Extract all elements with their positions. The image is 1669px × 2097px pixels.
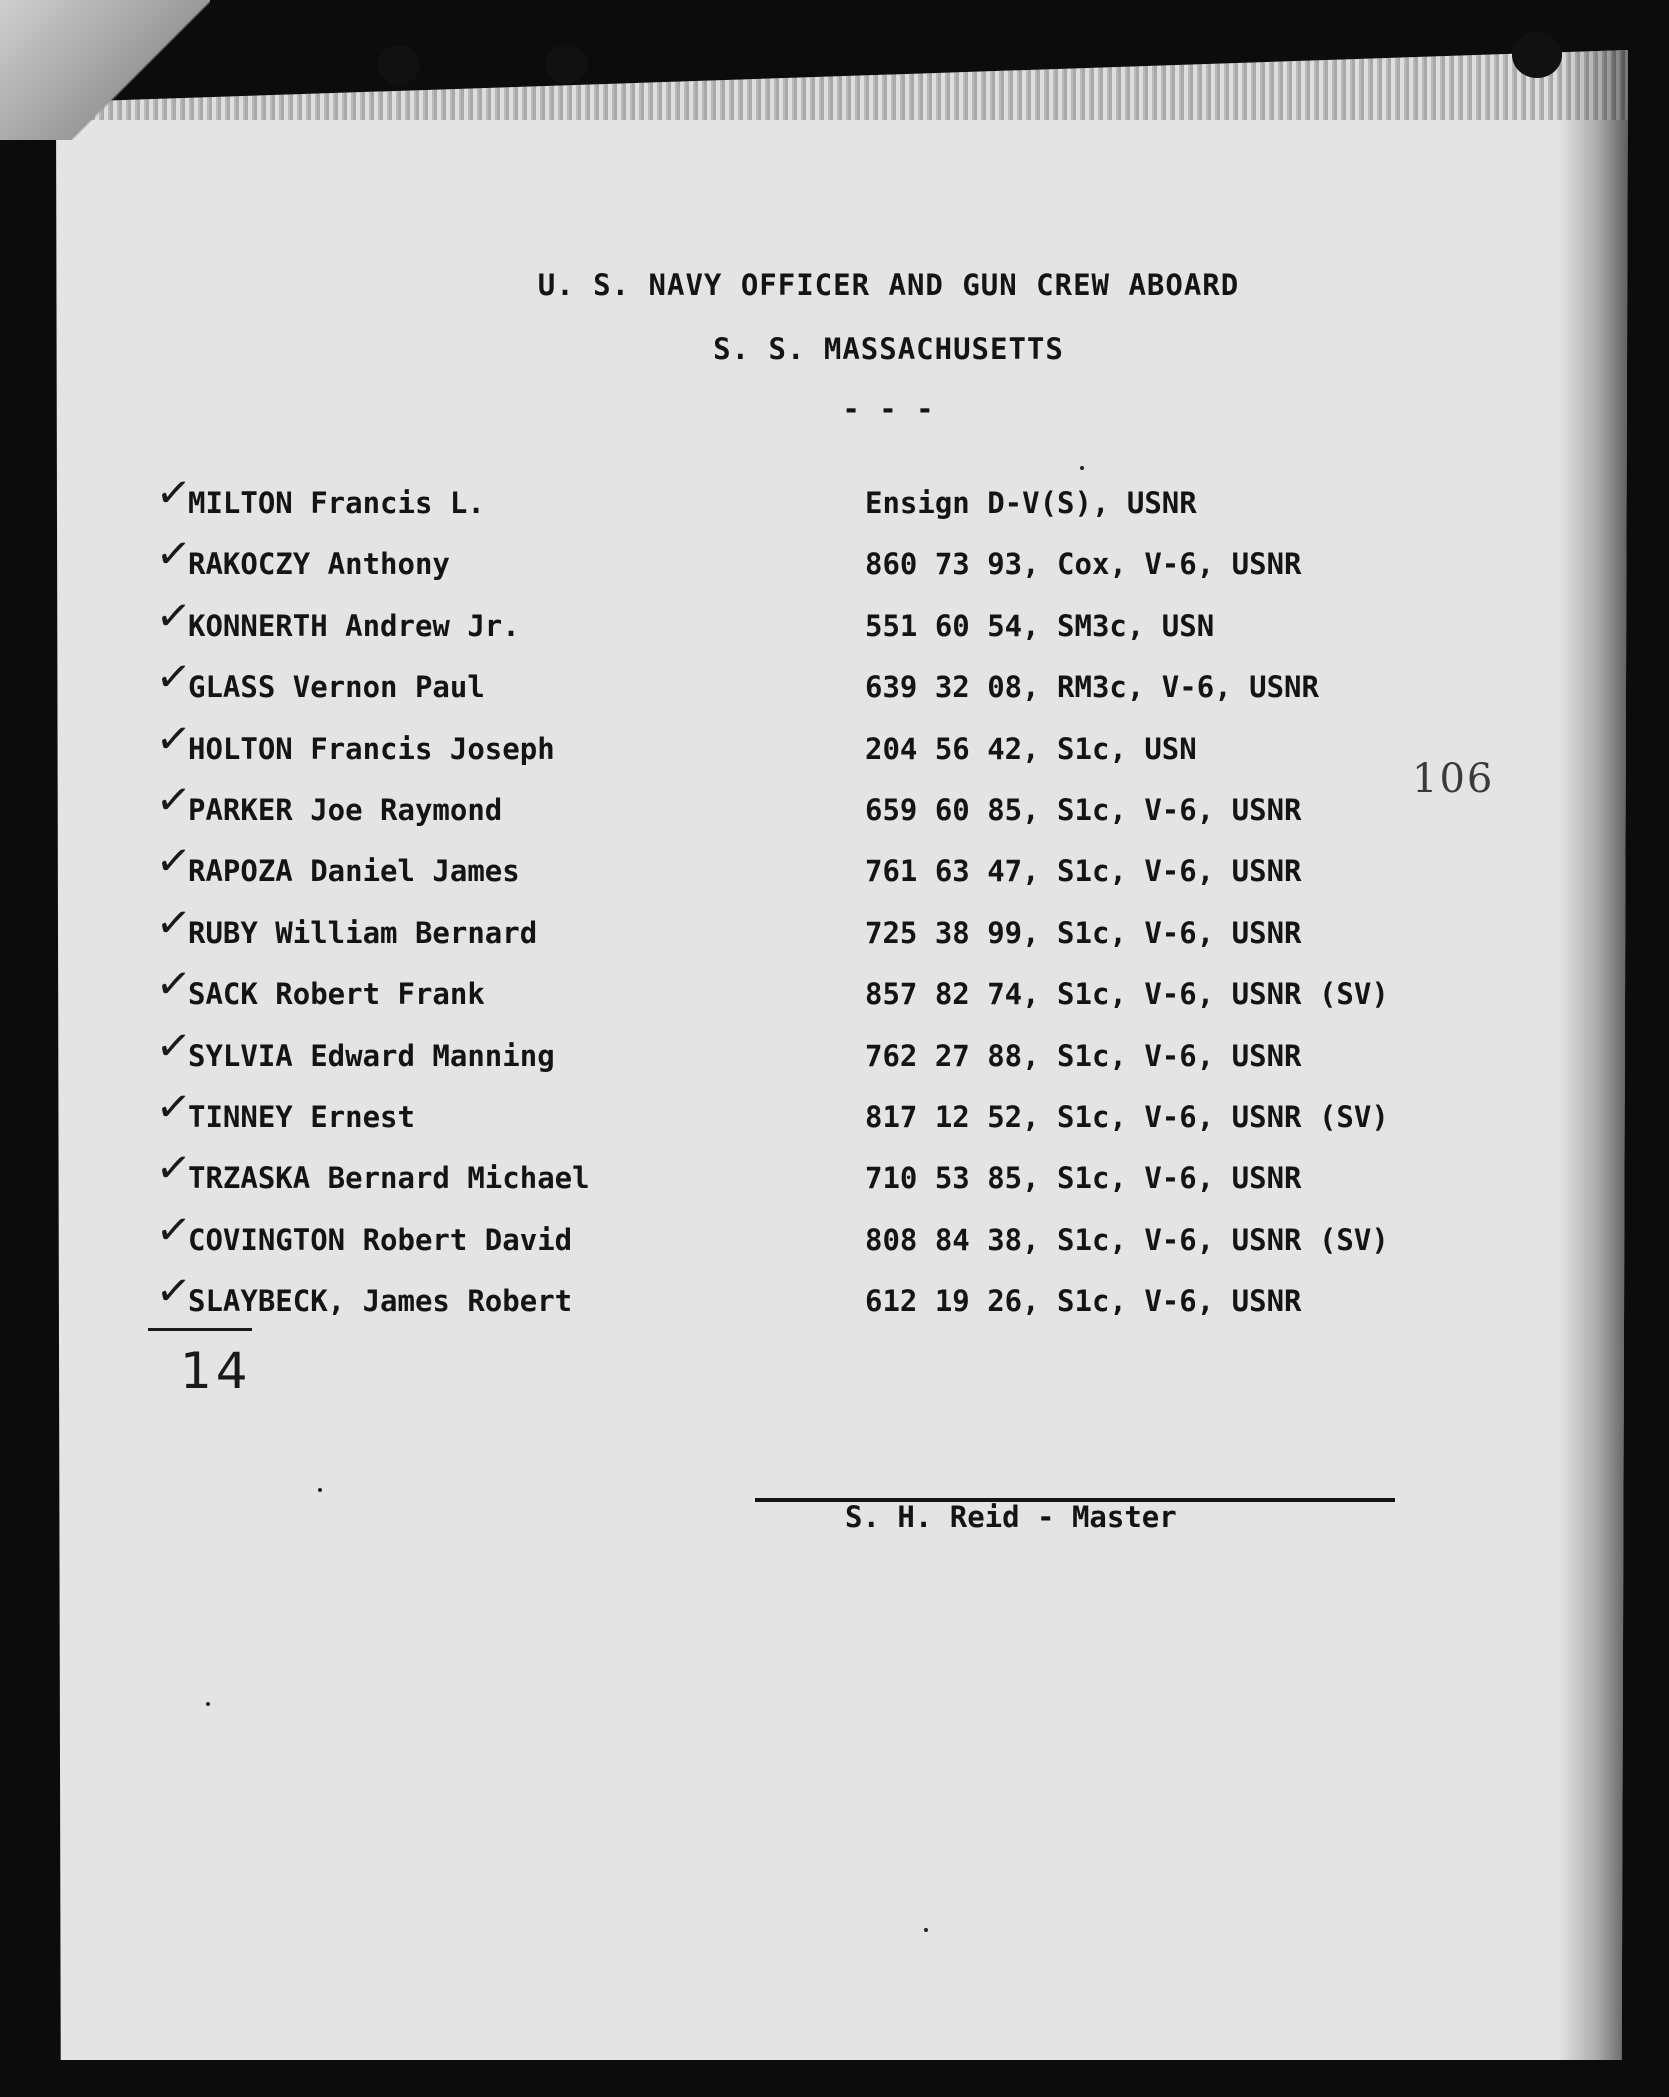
check-icon: ✓ [153, 589, 194, 642]
check-icon: ✓ [153, 834, 194, 888]
check-icon: ✓ [153, 1264, 194, 1317]
crew-name: COVINGTON Robert David [188, 1222, 573, 1257]
crew-name: GLASS Vernon Paul [188, 670, 485, 705]
crew-service-info: 808 84 38, S1c, V-6, USNR (SV) [865, 1222, 1389, 1257]
crew-service-info: 639 32 08, RM3c, V-6, USNR [865, 670, 1319, 705]
roster-row [0, 711, 1669, 776]
roster-row [0, 589, 1669, 653]
crew-name: HOLTON Francis Joseph [188, 731, 555, 766]
roster-row [0, 527, 1669, 591]
check-icon: ✓ [153, 1080, 194, 1133]
crew-service-info: 857 82 74, S1c, V-6, USNR (SV) [865, 977, 1389, 1012]
punch-hole [378, 45, 420, 85]
crew-name: SLAYBECK, James Robert [188, 1284, 573, 1319]
check-icon: ✓ [153, 466, 194, 519]
signature-name: S. H. Reid - Master [845, 1500, 1177, 1534]
roster-row [0, 650, 1669, 714]
check-icon: ✓ [153, 773, 194, 826]
paper-speck [1080, 466, 1084, 470]
crew-name: TINNEY Ernest [188, 1100, 415, 1134]
crew-name: SYLVIA Edward Manning [188, 1038, 555, 1073]
crew-name: RAPOZA Daniel James [188, 854, 520, 889]
check-icon: ✓ [153, 650, 194, 703]
punch-hole [1512, 32, 1562, 78]
crew-name: RAKOCZY Anthony [188, 547, 450, 582]
roster-row [0, 1203, 1669, 1267]
page-number: 106 [1412, 756, 1495, 802]
roster-row [0, 1141, 1669, 1205]
crew-service-info: 725 38 99, S1c, V-6, USNR [865, 915, 1302, 950]
crew-service-info: 204 56 42, S1c, USN [865, 731, 1197, 766]
roster-row [0, 896, 1669, 960]
check-icon: ✓ [153, 527, 194, 581]
crew-service-info: 659 60 85, S1c, V-6, USNR [865, 793, 1302, 827]
ship-name: S. S. MASSACHUSETTS [713, 332, 1064, 366]
crew-service-info: 551 60 54, SM3c, USN [865, 608, 1215, 643]
check-icon: ✓ [153, 1141, 194, 1195]
check-icon: ✓ [153, 957, 194, 1010]
roster-row [0, 1264, 1669, 1328]
paper-speck [318, 1488, 322, 1492]
roster-row [0, 1080, 1669, 1144]
handwritten-total: 14 [180, 1342, 252, 1400]
crew-service-info: 860 73 93, Cox, V-6, USNR [865, 547, 1302, 582]
crew-service-info: 612 19 26, S1c, V-6, USNR [865, 1284, 1302, 1319]
paper-speck [206, 1702, 210, 1706]
paper-speck [924, 1928, 928, 1932]
crew-name: SACK Robert Frank [188, 977, 485, 1012]
crew-service-info: 710 53 85, S1c, V-6, USNR [865, 1161, 1302, 1196]
check-icon: ✓ [153, 896, 194, 949]
document-heading: U. S. NAVY OFFICER AND GUN CREW ABOARD [537, 268, 1240, 302]
crew-service-info: Ensign D-V(S), USNR [865, 486, 1197, 520]
crew-service-info: 761 63 47, S1c, V-6, USNR [865, 854, 1302, 889]
separator: - - - [842, 392, 935, 426]
crew-name: PARKER Joe Raymond [188, 793, 503, 827]
crew-name: TRZASKA Bernard Michael [188, 1161, 590, 1196]
roster-row [0, 957, 1669, 1021]
roster-row [0, 834, 1669, 898]
crew-name: KONNERTH Andrew Jr. [188, 608, 520, 643]
check-icon: ✓ [153, 1203, 194, 1256]
punch-hole [546, 44, 588, 84]
roster-row [0, 1018, 1669, 1083]
scan-noise-band [56, 50, 1628, 120]
total-underline [148, 1328, 252, 1331]
crew-service-info: 817 12 52, S1c, V-6, USNR (SV) [865, 1100, 1389, 1134]
crew-service-info: 762 27 88, S1c, V-6, USNR [865, 1038, 1302, 1073]
roster-row [0, 466, 1669, 530]
crew-name: MILTON Francis L. [188, 486, 485, 520]
check-icon: ✓ [153, 1018, 194, 1072]
check-icon: ✓ [153, 711, 194, 765]
folded-corner [0, 0, 210, 140]
crew-name: RUBY William Bernard [188, 915, 538, 950]
